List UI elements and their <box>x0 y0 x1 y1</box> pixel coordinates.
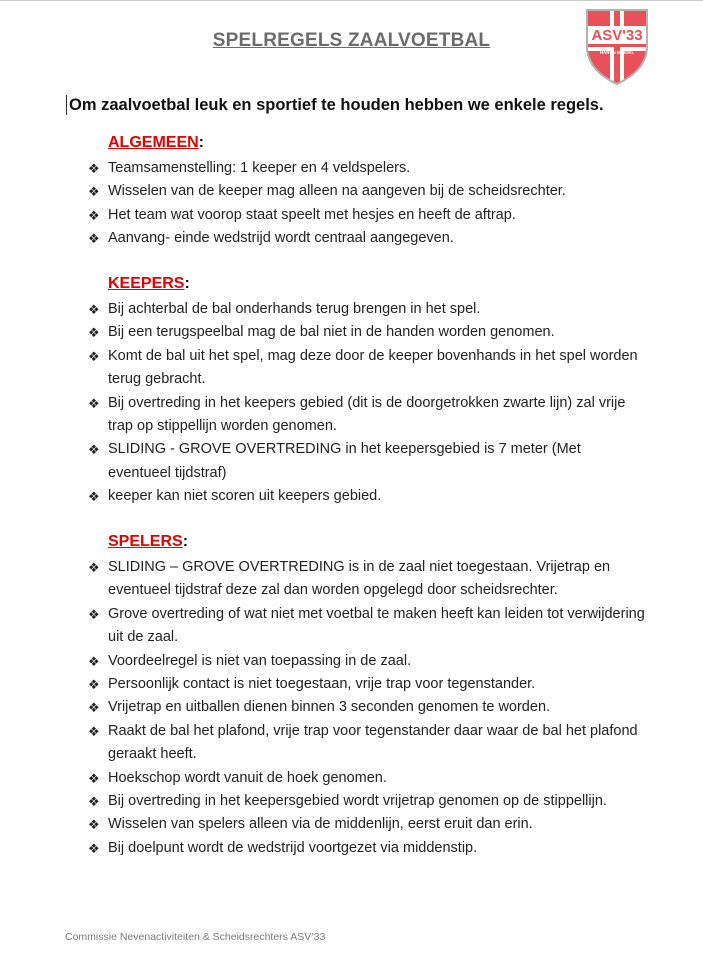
list-item: ❖ Bij een terugspeelbal mag de bal niet in de handen worden genomen. <box>86 321 646 344</box>
diamond-bullet-icon: ❖ <box>88 489 100 505</box>
diamond-bullet-icon: ❖ <box>88 302 100 317</box>
list-item: ❖ Aanvang- einde wedstrijd wordt centraal aangegeven. <box>86 227 646 250</box>
diamond-bullet-icon: ❖ <box>88 840 100 856</box>
list-item: ❖ Persoonlijk contact is niet toegestaan, vrije trap voor tegenstander. <box>86 673 646 696</box>
list-item: ❖ Grove overtreding of wat niet met voetbal te maken heeft kan leiden tot verwijdering uit de zaal. <box>86 603 646 650</box>
list-item: ❖ keeper kan niet scoren uit keepers gebied. <box>86 485 646 508</box>
list-item: ❖ Teamsamenstelling: 1 keeper en 4 veldspelers. <box>86 157 646 180</box>
rules-list-keepers <box>86 298 646 509</box>
diamond-bullet-icon: ❖ <box>88 653 100 669</box>
diamond-bullet-icon: ❖ <box>88 770 100 786</box>
diamond-bullet-icon: ❖ <box>88 184 100 200</box>
logo-text: ASV'33 <box>591 27 643 44</box>
diamond-bullet-icon: ❖ <box>88 560 100 575</box>
list-item: ❖ Bij achterbal de bal onderhands terug brengen in het spel. <box>86 298 646 321</box>
list-item: ❖ SLIDING – GROVE OVERTREDING is in de zaal niet toegestaan. Vrijetrap en eventueel tijdstraf deze zal dan worden opgelegd door scheidsrechter. <box>86 556 646 603</box>
list-item: ❖ Bij doelpunt wordt de wedstrijd voortgezet via middenstip. <box>86 837 646 860</box>
section-heading-spelers: SPELERS: <box>108 533 189 550</box>
diamond-bullet-icon: ❖ <box>88 794 100 810</box>
diamond-bullet-icon: ❖ <box>88 723 100 739</box>
list-item: ❖ SLIDING - GROVE OVERTREDING in het keepersgebied is 7 meter (Met eventueel tijdstraf) <box>86 438 646 485</box>
diamond-bullet-icon: ❖ <box>88 207 100 223</box>
list-item: ❖ Raakt de bal het plafond, vrije trap voor tegenstander daar waar de bal het plafond geraakt heeft. <box>86 720 646 767</box>
diamond-bullet-icon: ❖ <box>88 817 100 833</box>
list-item: ❖ Vrijetrap en uitballen dienen binnen 3 seconden genomen te worden. <box>86 696 646 719</box>
diamond-bullet-icon: ❖ <box>88 442 100 458</box>
section-heading-algemeen: ALGEMEEN: <box>108 134 204 151</box>
diamond-bullet-icon: ❖ <box>88 395 100 411</box>
list-item: ❖ Het team wat voorop staat speelt met hesjes en heeft de aftrap. <box>86 204 646 227</box>
list-item: ❖ Bij overtreding in het keepersgebied wordt vrijetrap genomen op de stippellijn. <box>86 790 646 813</box>
rules-list-spelers <box>86 556 646 860</box>
section-heading-keepers: KEEPERS: <box>108 275 190 292</box>
diamond-bullet-icon: ❖ <box>88 700 100 716</box>
logo-subtext: HAREN MIDDEL <box>599 50 635 55</box>
list-item: ❖ Voordeelregel is niet van toepassing in de zaal. <box>86 650 646 673</box>
list-item: ❖ Komt de bal uit het spel, mag deze door de keeper bovenhands in het spel worden terug gebracht. <box>86 345 646 392</box>
list-item: ❖ Bij overtreding in het keepers gebied (dit is de doorgetrokken zwarte lijn) zal vrije trap op stippellijn worden genomen. <box>86 392 646 439</box>
diamond-bullet-icon: ❖ <box>88 325 100 341</box>
list-item: ❖ Wisselen van de keeper mag alleen na aangeven bij de scheidsrechter. <box>86 180 646 203</box>
diamond-bullet-icon: ❖ <box>88 606 100 622</box>
diamond-bullet-icon: ❖ <box>88 231 100 247</box>
page-top-border <box>0 0 703 1</box>
rules-list-algemeen <box>86 157 646 251</box>
list-item: ❖ Wisselen van spelers alleen via de middenlijn, eerst eruit dan erin. <box>86 813 646 836</box>
page-footer: Commissie Nevenactiviteiten & Scheidsrechters ASV’33 <box>65 931 326 943</box>
page-title: SPELREGELS ZAALVOETBAL <box>212 30 491 51</box>
diamond-bullet-icon: ❖ <box>88 161 100 176</box>
intro-text: Om zaalvoetbal leuk en sportief te houden hebben we enkele regels. <box>66 95 604 115</box>
club-logo <box>584 6 650 86</box>
list-item: ❖ Hoekschop wordt vanuit de hoek genomen. <box>86 767 646 790</box>
diamond-bullet-icon: ❖ <box>88 348 100 364</box>
diamond-bullet-icon: ❖ <box>88 677 100 693</box>
